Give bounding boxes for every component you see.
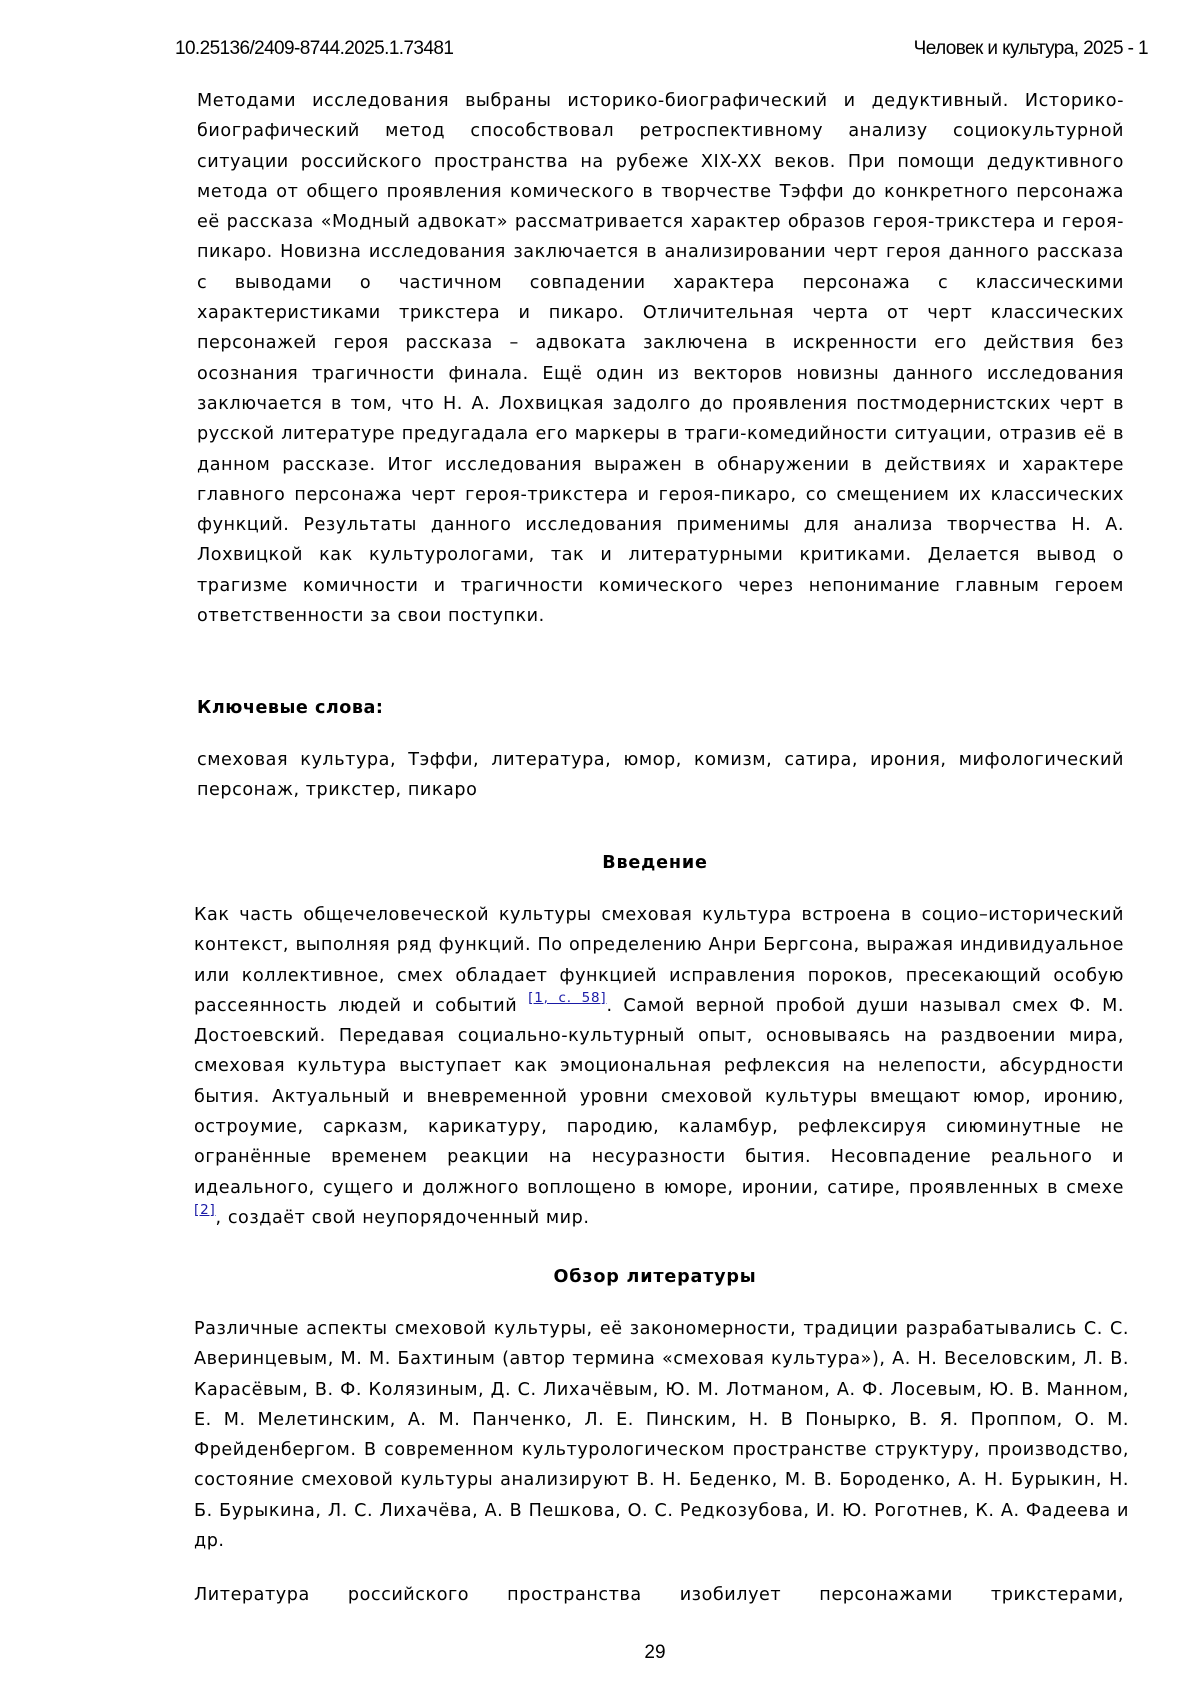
citation-link-2[interactable]: [2] (194, 1201, 216, 1218)
introduction-text-1: Как часть общечеловеческой культуры смеховая культура встроена в социо–исторический контекст, выполняя ряд функций. По определению Анри Бергсона, выражая индивидуальное или коллективное, смех обладает функцией исправления пороков, пресекающий особую рассеянность людей и событий (194, 905, 1124, 1016)
introduction-heading: Введение (602, 853, 708, 873)
running-header (175, 38, 1148, 62)
journal-label: Человек и культура, 2025 - 1 (913, 38, 1148, 59)
literature-review-block (194, 1314, 1129, 1556)
doi-label: 10.25136/2409-8744.2025.1.73481 (175, 38, 454, 59)
literature-review-heading: Обзор литературы (553, 1267, 757, 1287)
page-number: 29 (644, 1642, 666, 1663)
abstract-paragraph: Методами исследования выбраны историко-биографический и дедуктивный. Историко-биографический метод способствовал ретроспективному анализу социокультурной ситуации российского пространства на рубеже XIX-XX веков. При помощи дедуктивного метода от общего проявления комического в творчестве Тэффи до конкретного персонажа её рассказа «Модный адвокат» рассматривается характер образов героя-трикстера и героя-пикаро. Новизна исследования заключается в анализировании черт героя данного рассказа с выводами о частичном совпадении характера персонажа с классическими характеристиками трикстера и пикаро. Отличительная черта от черт классических персонажей героя рассказа – адвоката заключена в искренности его действия без осознания трагичности финала. Ещё один из векторов новизны данного исследования заключается в том, что Н. А. Лохвицкая задолго до проявления постмодернистских черт в русской литературе предугадала его маркеры в траги-комедийности ситуации, отразив её в данном рассказе. Итог исследования выражен в обнаружении в действиях и характере главного персонажа черт героя-трикстера и героя-пикаро, со смещением их классических функций. Результаты данного исследования применимы для анализа творчества Н. А. Лохвицкой как культурологами, так и литературными критиками. Делается вывод о трагизме комичности и трагичности комического через непонимание главным героем ответственности за свои поступки. (197, 91, 1124, 627)
literature-review-paragraph: Различные аспекты смеховой культуры, её закономерности, традиции разрабатывались С. С. Аверинцевым, М. М. Бахтиным (автор термина «смеховая культура»), А. Н. Веселовским, Л. В. Карасёвым, В. Ф. Колязиным, Д. С. Лихачёвым, Ю. М. Лотманом, А. Ф. Лосевым, Ю. В. Манном, Е. М. Мелетинским, А. М. Панченко, Л. Е. Пинским, Н. В Понырко, В. Я. Проппом, О. М. Фрейденбергом. В современном культурологическом пространстве структуру, производство, состояние смеховой культуры анализируют В. Н. Беденко, М. В. Бороденко, А. Н. Бурыкин, Н. Б. Бурыкина, Л. С. Лихачёва, А. В Пешкова, О. С. Редкозубова, И. Ю. Роготнев, К. А. Фадеева и др. (194, 1319, 1129, 1552)
introduction-text-2: . Самой верной пробой души называл смех Ф. М. Достоевский. Передавая социально-культурный опыт, основываясь на раздвоении мира, смеховая культура выступает как эмоциональная рефлексия на нелепости, абсурдности бытия. Актуальный и вневременной уровни смеховой культуры вмещают юмор, иронию, остроумие, сарказм, карикатуру, пародию, каламбур, рефлексируя сиюминутные не огранённые временем реакции на несуразности бытия. Несовпадение реального и идеального, сущего и должного воплощено в юморе, иронии, сатире, проявленных в смехе (194, 995, 1124, 1198)
continuation-line: Литература российского пространства изобилует персонажами трикстерами, (194, 1585, 1124, 1605)
keywords-heading: Ключевые слова: (197, 698, 384, 718)
continuation-block (194, 1580, 1124, 1610)
keywords-block (197, 745, 1124, 806)
abstract-block (197, 86, 1124, 631)
citation-link-1[interactable]: [1, с. 58] (528, 989, 607, 1006)
introduction-block (194, 900, 1124, 1233)
keywords-text: смеховая культура, Тэффи, литература, юмор, комизм, сатира, ирония, мифологический персонаж, трикстер, пикаро (197, 750, 1124, 801)
introduction-text-3: , создаёт свой неупорядоченный мир. (215, 1207, 590, 1228)
introduction-paragraph (194, 900, 1124, 1233)
